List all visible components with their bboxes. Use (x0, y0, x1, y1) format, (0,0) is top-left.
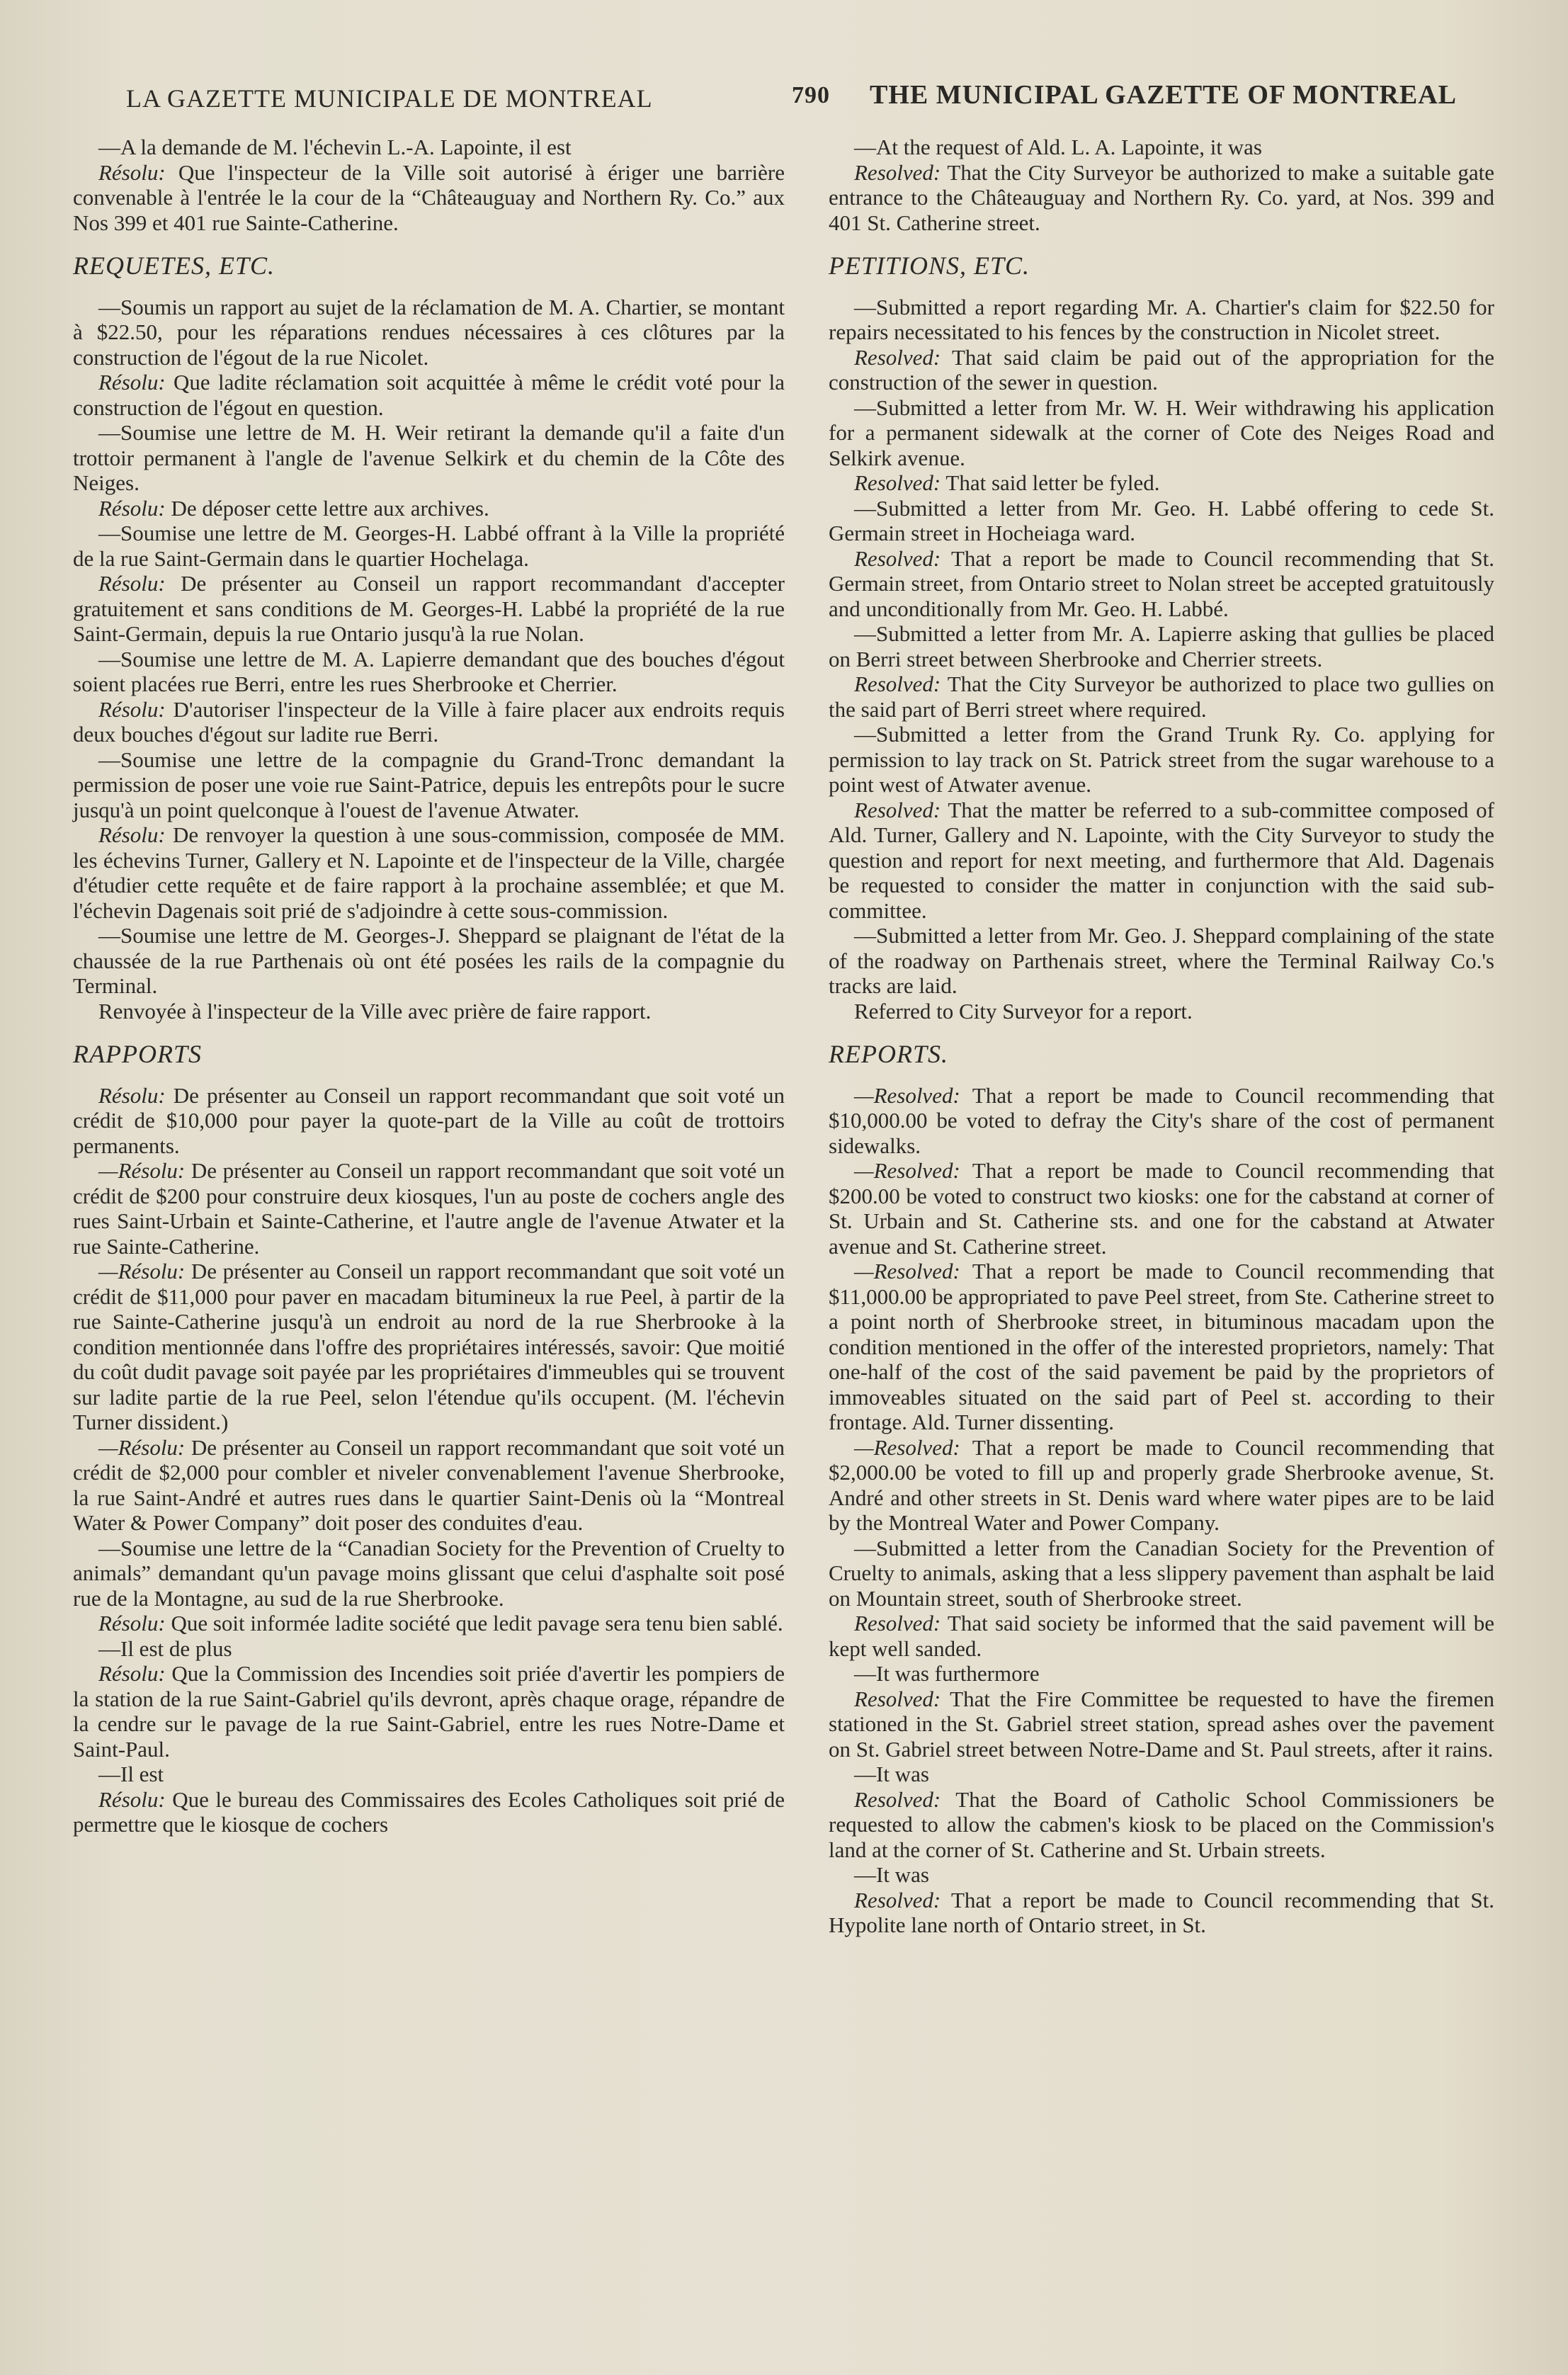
paragraph (829, 1888, 1494, 1938)
paragraph (829, 1259, 1494, 1435)
paragraph (829, 999, 1494, 1024)
paragraph-text: —Il est (98, 1762, 164, 1786)
english-intro (829, 135, 1494, 235)
paragraph-text: Renvoyée à l'inspecteur de la Ville avec prière de faire rapport. (98, 998, 652, 1024)
heading-requetes: REQUETES, ETC. (73, 251, 275, 280)
header-french-title: LA GAZETTE MUNICIPALE DE MONTREAL (126, 84, 653, 113)
paragraph-text: —Submitted a letter from Mr. Geo. H. Labbé offering to cede St. Germain street in Hocheiaga ward. (829, 495, 1494, 545)
paragraph-text: That the City Surveyor be authorized to make a suitable gate entrance to the Châteauguay and Northern Ry. Co. yard, at Nos. 399 and 401 St. Catherine street. (829, 159, 1494, 235)
paragraph (73, 697, 785, 747)
paragraph-text: —It was (854, 1762, 929, 1786)
paragraph (73, 496, 785, 521)
paragraph (829, 923, 1494, 999)
paragraph (73, 1083, 785, 1159)
paragraph (829, 1435, 1494, 1536)
resolution-label: Resolved: (854, 344, 941, 370)
paragraph-text: De présenter au Conseil un rapport recommandant que soit voté un crédit de $200 pour construire deux kiosques, l'un au poste de cochers angle des rues Saint-Urbain et Sainte-Catherine, et l'autre angle de l'avenue Atwater et la rue Sainte-Catherine. (73, 1158, 785, 1259)
paragraph-text: —Il est de plus (98, 1636, 232, 1661)
resolution-label: —Resolved: (854, 1082, 960, 1108)
paragraph-text: —Soumise une lettre de la “Canadian Society for the Prevention of Cruelty to animals” demandant qu'un pavage moins glissant que celui d'asphalte soit posé rue de la Montagne, au sud de la rue Sherbrooke. (73, 1535, 785, 1611)
paragraph (829, 1687, 1494, 1762)
paragraph-text: That the Board of Catholic School Commissioners be requested to allow the cabmen's kiosk to be placed on the Commission's land at the corner of St. Catherine and St. Urbain streets. (829, 1786, 1494, 1862)
paragraph-text: —Soumis un rapport au sujet de la réclamation de M. A. Chartier, se montant à $22.50, pour les réparations rendues nécessaires à ces clôtures par la construction de l'égout de la rue Nicolet. (73, 294, 785, 370)
paragraph-text: —It was (854, 1862, 929, 1887)
paragraph (73, 923, 785, 999)
paragraph (73, 295, 785, 370)
paragraph (829, 345, 1494, 395)
paragraph (73, 1611, 785, 1636)
paragraph (829, 546, 1494, 622)
paragraph (73, 999, 785, 1024)
paragraph (73, 1661, 785, 1762)
paragraph-text: That a report be made to Council recommending that $2,000.00 be voted to fill up and properly grade Sherbrooke avenue, St. André and other streets in St. Denis ward where water pipes are to be laid by the Montreal Water and Power Company. (829, 1434, 1494, 1535)
paragraph (829, 1536, 1494, 1611)
paragraph-text: —At the request of Ald. L. A. Lapointe, it was (854, 135, 1262, 159)
paragraph (829, 1862, 1494, 1888)
resolution-label: Resolved: (854, 671, 941, 696)
paragraph-text: That a report be made to Council recommending that St. Germain street, from Ontario street to Nolan street be accepted gratuitously and unconditionally from Mr. Geo. H. Labbé. (829, 545, 1494, 621)
paragraph-text: —Submitted a letter from Mr. A. Lapierre asking that gullies be placed on Berri street between Sherbrooke and Cherrier streets. (829, 621, 1494, 671)
paragraph-text: —Submitted a report regarding Mr. A. Chartier's claim for $22.50 for repairs necessitated to his fences by the construction in Nicolet street. (829, 294, 1494, 344)
paragraph-text: Que la Commission des Incendies soit priée d'avertir les pompiers de la station de la rue Saint-Gabriel qu'ils devront, après chaque orage, répandre de la cendre sur le pavage de la rue Saint-Gabriel, entre les rues Notre-Dame et Saint-Paul. (73, 1661, 785, 1762)
paragraph-text: De présenter au Conseil un rapport recommandant que soit voté un crédit de $10,000 pour payer la quote-part de la Ville au coût de trottoirs permanents. (73, 1082, 785, 1158)
paragraph-text: Que ladite réclamation soit acquittée à même le crédit voté pour la construction de l'égout en question. (73, 370, 785, 420)
paragraph (73, 1762, 785, 1787)
heading-rapports: RAPPORTS (73, 1040, 202, 1068)
paragraph-text: That a report be made to Council recommending that St. Hypolite lane north of Ontario street, in St. (829, 1887, 1494, 1937)
resolution-label: Résolu: (98, 822, 166, 847)
paragraph-text: —Submitted a letter from Mr. W. H. Weir withdrawing his application for a permanent sidewalk at the corner of Cote des Neiges Road and Selkirk avenue. (829, 395, 1494, 470)
header-english-title: THE MUNICIPAL GAZETTE OF MONTREAL (870, 80, 1457, 110)
paragraph (73, 747, 785, 823)
french-intro (73, 135, 785, 235)
paragraph-text: That a report be made to Council recommending that $200.00 be voted to construct two kiosks: one for the cabstand at corner of St. Urbain and St. Catherine sts. and one for the cabstand at Atwater avenue and St. Catherine street. (829, 1158, 1494, 1259)
paragraph (73, 1158, 785, 1259)
paragraph-text: De présenter au Conseil un rapport recommandant que soit voté un crédit de $2,000 pour combler et niveler convenablement l'avenue Sherbrooke, la rue Saint-André et autres rues dans le quartier Saint-Denis où la “Montreal Water & Power Company” doit poser des conduites d'eau. (73, 1434, 785, 1535)
paragraph-text: —Submitted a letter from the Canadian Society for the Prevention of Cruelty to animals, asking that a less slippery pavement than asphalt be laid on Mountain street, south of Sherbrooke street. (829, 1535, 1494, 1611)
resolution-label: Résolu: (98, 495, 166, 521)
resolution-label: Resolved: (854, 797, 941, 822)
paragraph-text: That said letter be fyled. (941, 470, 1160, 495)
paragraph-text: That a report be made to Council recommending that $10,000.00 be voted to defray the City's share of the cost of permanent sidewalks. (829, 1082, 1494, 1158)
paragraph (829, 1762, 1494, 1787)
paragraph (829, 621, 1494, 671)
paragraph (829, 295, 1494, 345)
paragraph (829, 1158, 1494, 1259)
paragraph-text: —Soumise une lettre de M. Georges-J. Sheppard se plaignant de l'état de la chaussée de la rue Parthenais où ont été posées les rails de la compagnie du Terminal. (73, 923, 785, 998)
paragraph-text: —Soumise une lettre de la compagnie du Grand-Tronc demandant la permission de poser une voie rue Saint-Patrice, depuis les entrepôts pour le sucre jusqu'à un point quelconque à l'ouest de l'avenue Atwater. (73, 747, 785, 822)
english-column (829, 135, 1494, 1938)
resolution-label: Resolved: (854, 1686, 941, 1711)
paragraph-text: De déposer cette lettre aux archives. (165, 495, 489, 521)
resolution-label: Resolved: (854, 545, 941, 571)
paragraph-text: —Submitted a letter from the Grand Trunk Ry. Co. applying for permission to lay track on St. Patrick street from the sugar warehouse to a point west of Atwater avenue. (829, 722, 1494, 797)
paragraph (829, 135, 1494, 160)
resolution-label: Résolu: (98, 1082, 166, 1108)
paragraph-text: That said society be informed that the said pavement will be kept well sanded. (829, 1611, 1494, 1661)
resolution-label: —Resolved: (854, 1158, 960, 1183)
english-petitions (829, 295, 1494, 1024)
paragraph (829, 722, 1494, 798)
heading-petitions: PETITIONS, ETC. (829, 251, 1030, 280)
paragraph-text: De présenter au Conseil un rapport recommandant que soit voté un crédit de $11,000 pour paver en macadam bitumineux la rue Peel, à partir de la rue Sainte-Catherine jusqu'à un endroit au nord de la rue Sherbrooke à la condition mentionnée dans l'offre des propriétaires intéressés, savoir: Que moitié du coût dudit pavage soit payée par les propriétaires d'immeubles qui se trouvent sur ladite partie de la rue Peel, selon l'étendue qu'ils occupent. (M. l'échevin Turner dissident.) (73, 1259, 785, 1434)
resolution-label: —Résolu: (98, 1434, 186, 1460)
paragraph (73, 420, 785, 496)
paragraph-text: That the City Surveyor be authorized to place two gullies on the said part of Berri street where required. (829, 671, 1494, 722)
french-column (73, 135, 785, 1837)
resolution-label: —Resolved: (854, 1259, 960, 1283)
paragraph-text: Que soit informée ladite société que ledit pavage sera tenu bien sablé. (165, 1611, 783, 1636)
resolution-label: Résolu: (98, 1611, 166, 1636)
paragraph-text: Que le bureau des Commissaires des Ecoles Catholiques soit prié de permettre que le kiosque de cochers (73, 1786, 785, 1837)
page-number: 790 (792, 82, 830, 108)
paragraph (73, 370, 785, 420)
resolution-label: Resolved: (854, 470, 941, 495)
paragraph (829, 1661, 1494, 1687)
paragraph-text: —Soumise une lettre de M. A. Lapierre demandant que des bouches d'égout soient placées rue Berri, entre les rues Sherbrooke et Cherrier. (73, 646, 785, 696)
paragraph (829, 496, 1494, 546)
paragraph-text: De renvoyer la question à une sous-commission, composée de MM. les échevins Turner, Gallery et N. Lapointe et de l'inspecteur de la Ville, chargée d'étudier cette requête et de faire rapport à la prochaine assemblée; et que M. l'échevin Dagenais soit prié de s'adjoindre à cette sous-commission. (73, 822, 785, 923)
resolution-label: Resolved: (854, 159, 941, 185)
paragraph (829, 395, 1494, 471)
paragraph (73, 521, 785, 571)
paragraph-text: That the Fire Committee be requested to have the firemen stationed in the St. Gabriel street station, spread ashes over the pavement on St. Gabriel street between Notre-Dame and St. Paul streets, after it rains. (829, 1686, 1494, 1762)
paragraph-text: —A la demande de M. l'échevin L.-A. Lapointe, il est (98, 135, 572, 159)
paragraph (73, 647, 785, 697)
paragraph-text: Que l'inspecteur de la Ville soit autorisé à ériger une barrière convenable à l'entrée le la cour de la “Châteauguay and Northern Ry. Co.” aux Nos 399 et 401 rue Sainte-Catherine. (73, 159, 785, 235)
paragraph (73, 571, 785, 647)
paragraph-text: —Soumise une lettre de M. H. Weir retirant la demande qu'il a faite d'un trottoir permanent à l'angle de l'avenue Selkirk et du chemin de la Côte des Neiges. (73, 420, 785, 495)
paragraph-text: —Submitted a letter from Mr. Geo. J. Sheppard complaining of the state of the roadway on Parthenais street, where the Terminal Railway Co.'s tracks are laid. (829, 923, 1494, 998)
heading-reports: REPORTS. (829, 1040, 948, 1068)
paragraph (73, 1636, 785, 1662)
paragraph-text: That said claim be paid out of the appropriation for the construction of the sewer in question. (829, 344, 1494, 395)
paragraph-text: That the matter be referred to a sub-committee composed of Ald. Turner, Gallery and N. Lapointe, with the City Surveyor to study the question and report for next meeting, and furthermore that Ald. Dagenais be requested to consider the matter in conjunction with the said sub-committee. (829, 797, 1494, 923)
paragraph (829, 671, 1494, 722)
paragraph-text: —Soumise une lettre de M. Georges-H. Labbé offrant à la Ville la propriété de la rue Saint-Germain dans le quartier Hochelaga. (73, 521, 785, 571)
paragraph (73, 822, 785, 923)
paragraph (73, 1787, 785, 1837)
english-reports (829, 1083, 1494, 1938)
french-requetes (73, 295, 785, 1024)
resolution-label: Résolu: (98, 571, 166, 596)
resolution-label: —Résolu: (98, 1259, 186, 1283)
paragraph-text: D'autoriser l'inspecteur de la Ville à faire placer aux endroits requis deux bouches d'égout sur ladite rue Berri. (73, 696, 785, 747)
paragraph (829, 1083, 1494, 1159)
paragraph (829, 470, 1494, 496)
paragraph (73, 1435, 785, 1536)
resolution-label: Résolu: (98, 159, 166, 185)
resolution-label: —Resolved: (854, 1434, 960, 1460)
paragraph-text: —It was furthermore (854, 1661, 1040, 1686)
paragraph (829, 160, 1494, 236)
paragraph-text: De présenter au Conseil un rapport recommandant d'accepter gratuitement et sans conditions de M. Georges-H. Labbé la propriété de la rue Saint-Germain, depuis la rue Ontario jusqu'à la rue Nolan. (73, 571, 785, 646)
resolution-label: Résolu: (98, 1786, 166, 1812)
resolution-label: —Résolu: (98, 1158, 186, 1183)
resolution-label: Resolved: (854, 1887, 941, 1912)
paragraph-text: That a report be made to Council recommending that $11,000.00 be appropriated to pave Peel street, from Ste. Catherine street to a point north of Sherbrooke street, in bituminous macadam upon the condition mentioned in the offer of the interested proprietors, namely: That one-half of the cost of the said pavement be paid by the proprietors of immoveables situated on the said part of Peel st. according to their frontage. Ald. Turner dissenting. (829, 1259, 1494, 1434)
french-rapports (73, 1083, 785, 1837)
resolution-label: Resolved: (854, 1611, 941, 1636)
resolution-label: Résolu: (98, 370, 166, 395)
paragraph (73, 135, 785, 160)
resolution-label: Résolu: (98, 696, 166, 722)
resolution-label: Résolu: (98, 1661, 166, 1686)
paragraph (73, 1536, 785, 1611)
paragraph (73, 160, 785, 236)
page-header (126, 65, 1486, 115)
paragraph (829, 1611, 1494, 1661)
paragraph (829, 798, 1494, 924)
resolution-label: Resolved: (854, 1786, 941, 1812)
paragraph-text: Referred to City Surveyor for a report. (854, 998, 1193, 1024)
paragraph (829, 1787, 1494, 1863)
paragraph (73, 1259, 785, 1435)
